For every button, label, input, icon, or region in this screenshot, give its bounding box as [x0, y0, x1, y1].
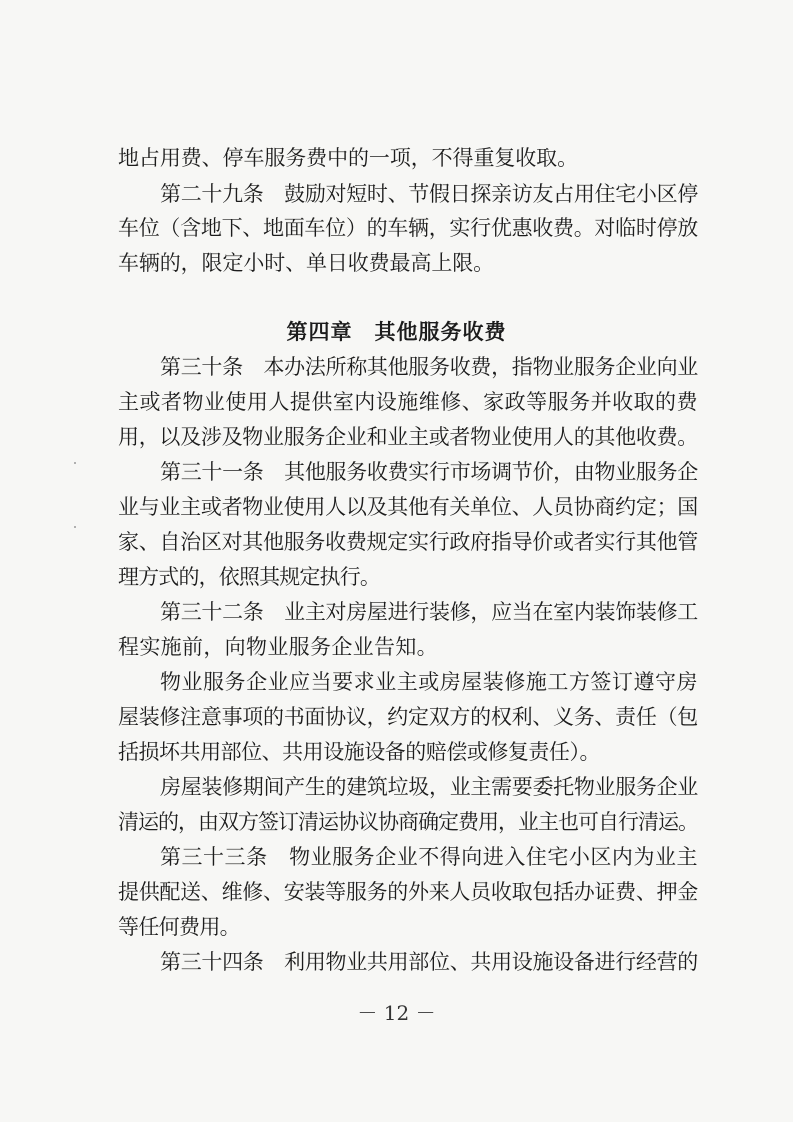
paragraph-line: 等任何费用。: [118, 915, 240, 939]
paragraph-line: 第三十三条 物业服务企业不得向进入住宅小区内为业主: [160, 845, 698, 869]
paragraph-line: 括损坏共用部位、共用设施设备的赔偿或修复责任）。: [118, 740, 600, 764]
paragraph-line: 业与业主或者物业使用人以及其他有关单位、人员协商约定；国: [118, 495, 698, 519]
paragraph-line: 车辆的，限定小时、单日收费最高上限。: [118, 251, 494, 275]
paragraph-line: 屋装修注意事项的书面协议，约定双方的权利、义务、责任（包: [118, 705, 698, 729]
page-number: － 12 －: [357, 1001, 436, 1025]
scan-speck: [74, 526, 76, 528]
paragraph-line: 主或者物业使用人提供室内设施维修、家政等服务并收取的费: [118, 390, 698, 414]
chapter-heading: 第四章 其他服务收费: [286, 320, 507, 344]
paragraph-line: 物业服务企业应当要求业主或房屋装修施工方签订遵守房: [160, 670, 698, 694]
paragraph-line: 家、自治区对其他服务收费规定实行政府指导价或者实行其他管: [118, 530, 698, 554]
paragraph-line: 房屋装修期间产生的建筑垃圾，业主需要委托物业服务企业: [160, 775, 698, 799]
paragraph-line: 地占用费、停车服务费中的一项，不得重复收取。: [118, 146, 578, 170]
paragraph-line: 第二十九条 鼓励对短时、节假日探亲访友占用住宅小区停: [160, 182, 698, 206]
paragraph-line: 程实施前，向物业服务企业告知。: [118, 635, 438, 659]
scan-speck: [74, 462, 76, 464]
paragraph-line: 第三十条 本办法所称其他服务收费，指物业服务企业向业: [160, 355, 698, 379]
paragraph-line: 用，以及涉及物业服务企业和业主或者物业使用人的其他收费。: [118, 425, 698, 449]
paragraph-line: 提供配送、维修、安装等服务的外来人员收取包括办证费、押金: [118, 880, 698, 904]
paragraph-line: 第三十四条 利用物业共用部位、共用设施设备进行经营的: [160, 950, 698, 974]
paragraph-line: 车位（含地下、地面车位）的车辆，实行优惠收费。对临时停放: [118, 216, 698, 240]
paragraph-line: 第三十二条 业主对房屋进行装修，应当在室内装饰装修工: [160, 600, 698, 624]
paragraph-line: 第三十一条 其他服务收费实行市场调节价，由物业服务企: [160, 460, 698, 484]
paragraph-line: 清运的，由双方签订清运协议协商确定费用，业主也可自行清运。: [118, 810, 698, 834]
paragraph-line: 理方式的，依照其规定执行。: [118, 565, 380, 589]
